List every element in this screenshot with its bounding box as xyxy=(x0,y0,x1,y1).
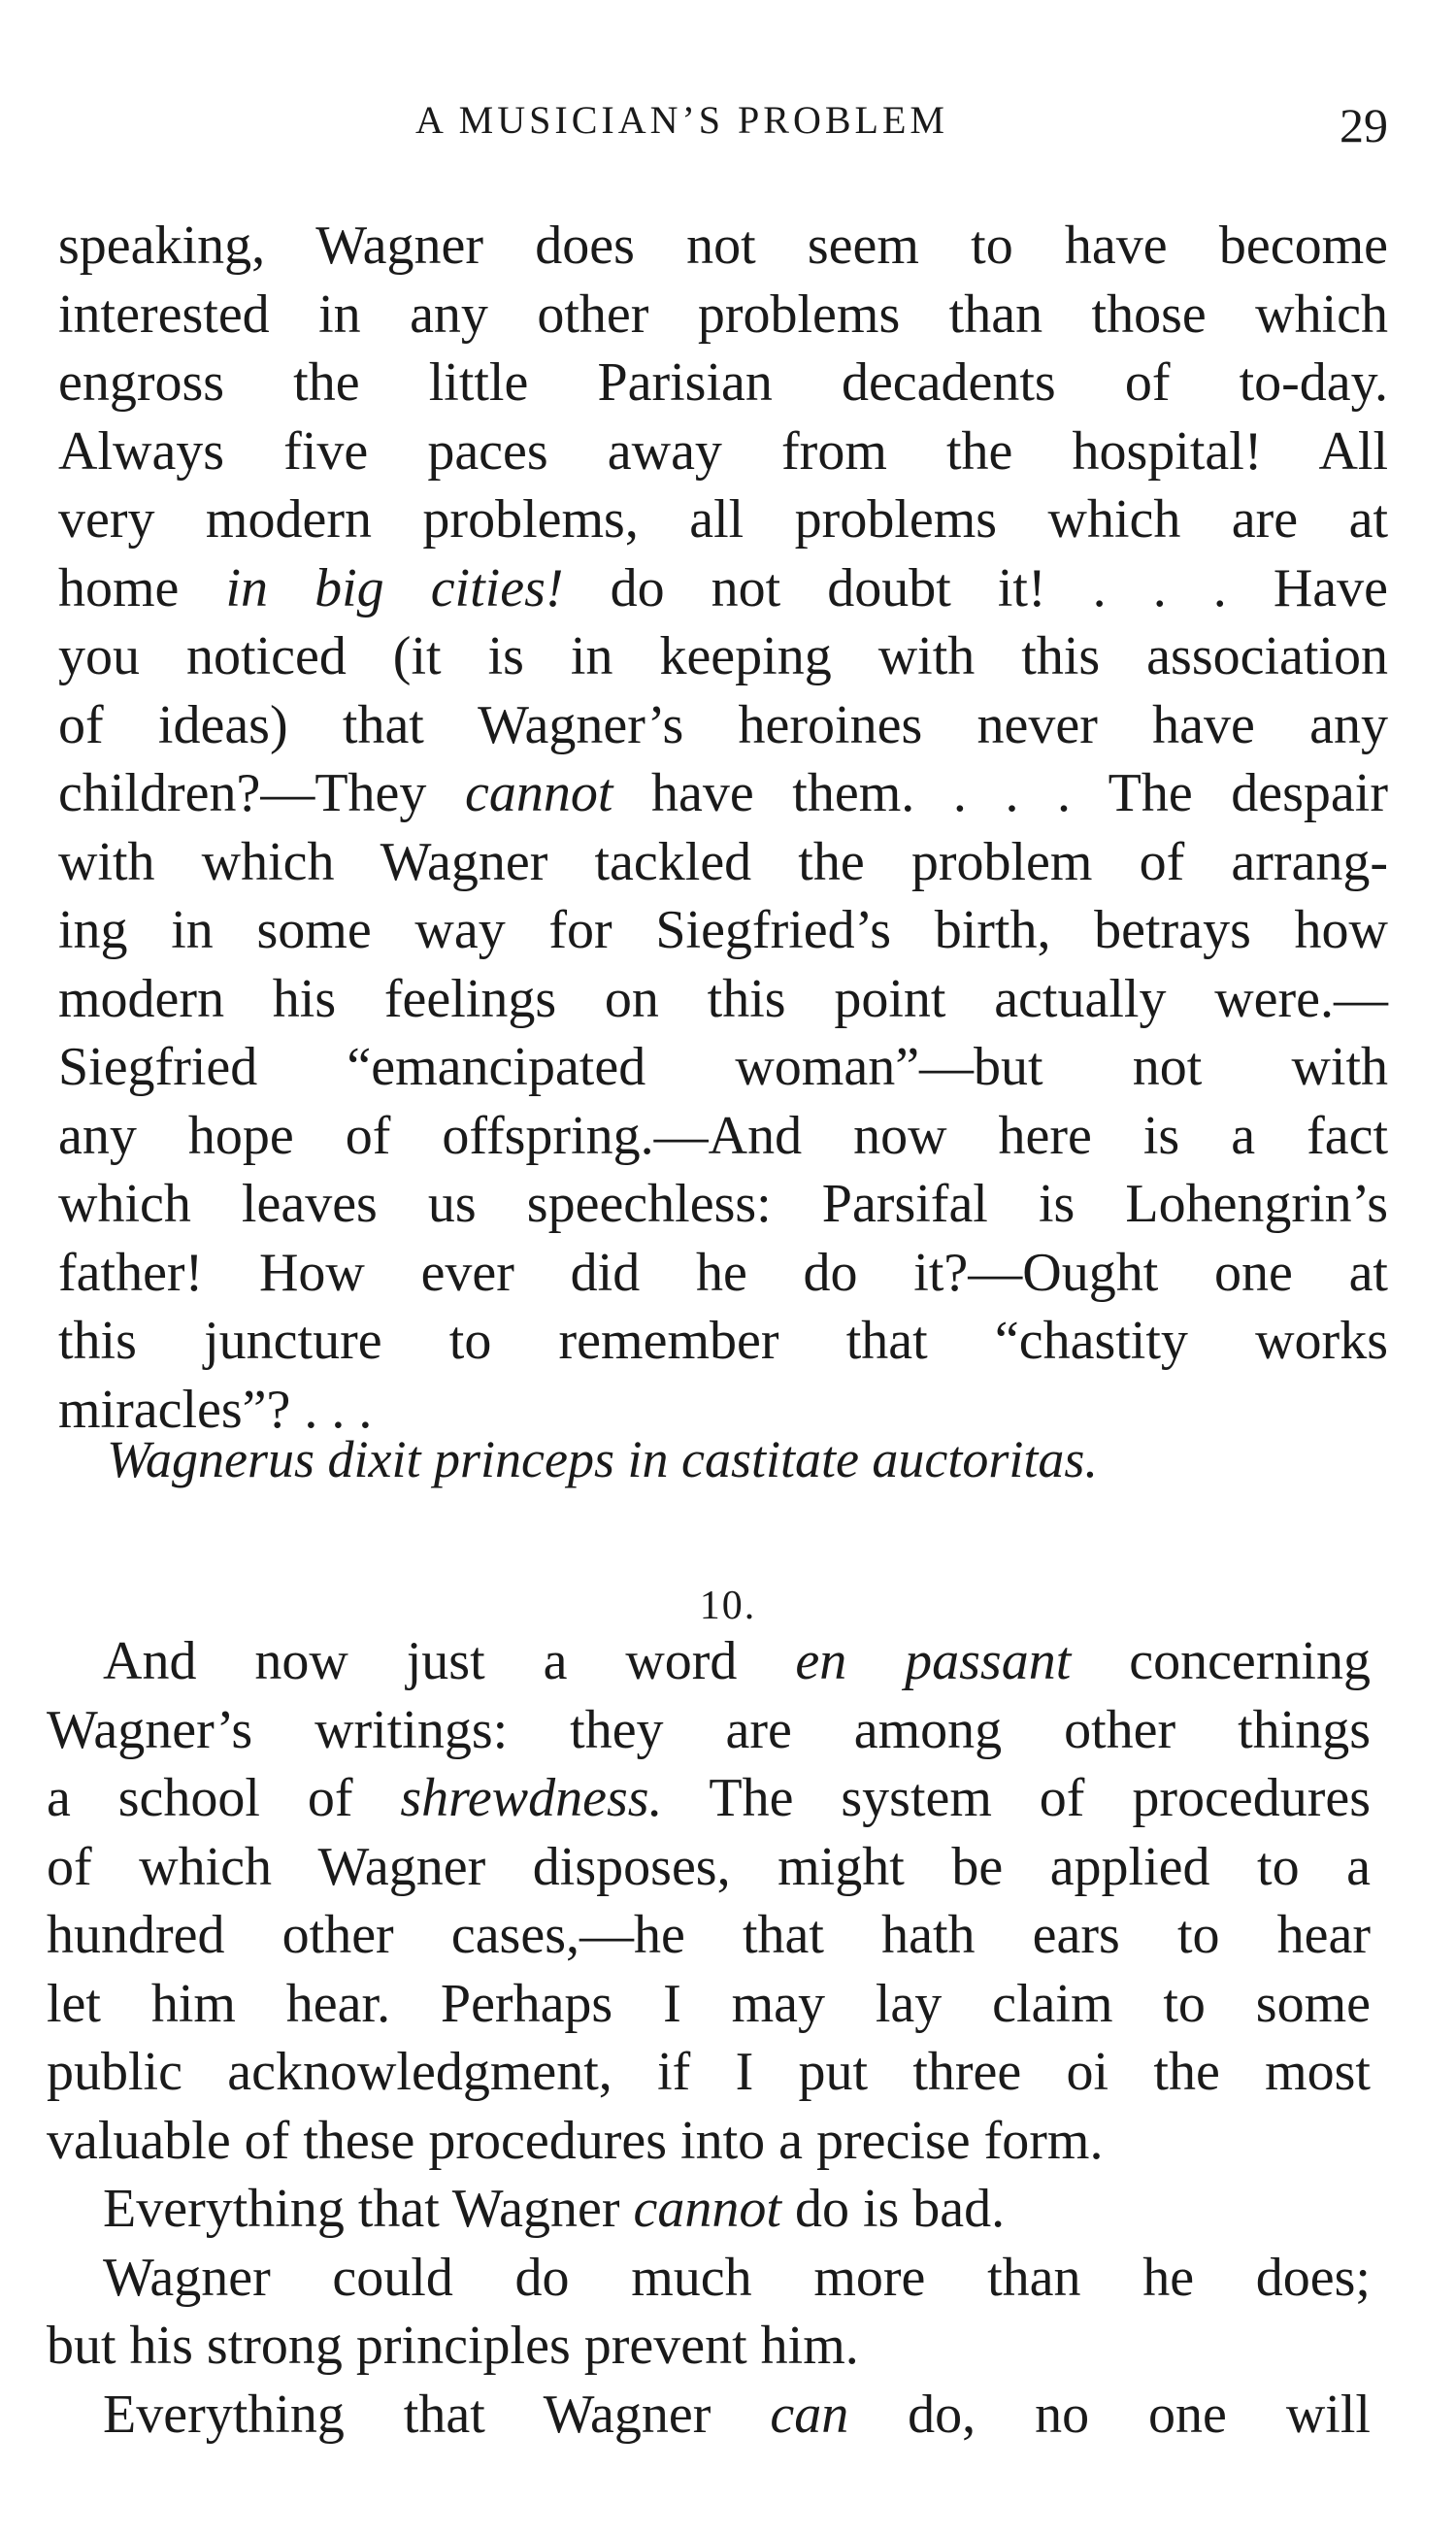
text-line: speaking, Wagner does not seem to have become xyxy=(58,216,1388,276)
text-line: public acknowledgment, if I put three oi the most xyxy=(47,2042,1371,2102)
text-line: which leaves us speechless: Parsifal is Lohengrin’s xyxy=(58,1174,1388,1234)
text-line: you noticed (it is in keeping with this association xyxy=(58,626,1388,686)
text-line: Always five paces away from the hospital! All xyxy=(58,420,1388,482)
italic-word: can xyxy=(770,2384,849,2445)
italic-phrase: en passant xyxy=(795,1631,1072,1691)
text-line: with which Wagner tackled the problem of arrang- xyxy=(58,831,1388,892)
text-line: let him hear. Perhaps I may lay claim to some xyxy=(47,1973,1371,2034)
text-line: Wagner’s writings: they are among other things xyxy=(47,1699,1371,1760)
text-line: miracles”? . . . xyxy=(58,1379,373,1440)
text-line: of ideas) that Wagner’s heroines never have any xyxy=(58,694,1388,755)
text-line: children?—They cannot have them. . . . The despair xyxy=(58,763,1388,823)
text-line: Everything that Wagner cannot do is bad. xyxy=(103,2179,1006,2239)
text-line: interested in any other problems than those which xyxy=(58,284,1388,345)
text-line: Wagner could do much more than he does; xyxy=(103,2247,1371,2308)
body-text-continued xyxy=(58,212,1388,1444)
text-line: And now just a word en passant concerning xyxy=(103,1631,1371,1691)
section-10-text xyxy=(47,1627,1371,2449)
text-line: ing in some way for Siegfried’s birth, betrays how xyxy=(58,900,1388,960)
text-line: modern his feelings on this point actually were.— xyxy=(58,968,1388,1029)
text-line: very modern problems, all problems which are at xyxy=(58,489,1388,550)
running-title: A MUSICIAN’S PROBLEM xyxy=(415,98,948,142)
text-line: this juncture to remember that “chastity works xyxy=(58,1311,1388,1371)
text-line: Siegfried “emancipated woman”—but not with xyxy=(58,1037,1388,1097)
text-line: home in big cities! do not doubt it! . . . Have xyxy=(58,557,1388,618)
page-header xyxy=(0,97,1456,155)
text-line: engross the little Parisian decadents of to-day. xyxy=(58,352,1388,413)
text-line: of which Wagner disposes, might be applied to a xyxy=(47,1836,1371,1897)
section-number: 10. xyxy=(699,1584,757,1628)
text-line: father! How ever did he do it?—Ought one at xyxy=(58,1242,1388,1303)
italic-word: shrewdness. xyxy=(400,1768,663,1828)
page-number: 29 xyxy=(1340,98,1388,152)
text-line: but his strong principles prevent him. xyxy=(47,2316,859,2376)
text-line: a school of shrewdness. The system of procedures xyxy=(47,1768,1371,1828)
text-line: Everything that Wagner can do, no one will xyxy=(103,2384,1371,2445)
italic-phrase: in big cities! xyxy=(225,557,564,618)
text-line: any hope of offspring.—And now here is a fact xyxy=(58,1105,1388,1166)
text-line: hundred other cases,—he that hath ears to hear xyxy=(47,1905,1371,1965)
text-line: valuable of these procedures into a precise form. xyxy=(47,2110,1104,2171)
italic-word: cannot xyxy=(633,2179,781,2239)
italic-word: cannot xyxy=(464,763,613,823)
latin-quote: Wagnerus dixit princeps in castitate auctoritas. xyxy=(107,1430,1098,1488)
